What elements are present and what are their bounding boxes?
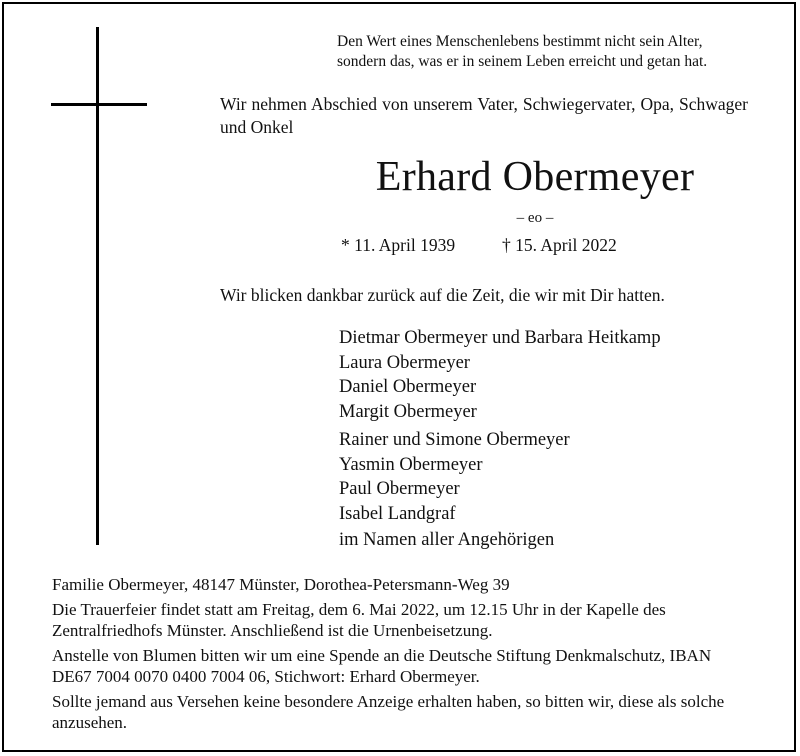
funeral-info: Die Trauerfeier findet statt am Freitag, dem 6. Mai 2022, um 12.15 Uhr in der Kapelle des Zentralfriedhofs Münster. Anschließend ist die Urnenbeisetzung.: [52, 600, 666, 640]
closing-text: im Namen aller Angehörigen: [339, 530, 555, 550]
mourners-group-2: [339, 428, 570, 526]
family-address: Familie Obermeyer, 48147 Münster, Dorothea-Petersmann-Weg 39: [52, 575, 510, 594]
mourner-name: Daniel Obermeyer: [339, 377, 477, 397]
cross-icon-bar: [51, 103, 147, 106]
mourner-name: Yasmin Obermeyer: [339, 454, 483, 475]
mourner-name: Dietmar Obermeyer und Barbara Heitkamp: [339, 328, 661, 348]
thanks-text: Wir blicken dankbar zurück auf die Zeit, die wir mit Dir hatten.: [220, 285, 665, 305]
intro-text: Wir nehmen Abschied von unserem Vater, Schwiegervater, Opa, Schwager und Onkel: [220, 94, 748, 137]
death-date: † 15. April 2022: [502, 235, 617, 255]
birth-date: * 11. April 1939: [341, 235, 456, 255]
quote-line: sondern das, was er in seinem Leben erreicht und getan hat.: [337, 53, 708, 70]
mourner-name: Laura Obermeyer: [339, 352, 470, 373]
mourner-name: Isabel Landgraf: [339, 503, 456, 524]
closing-note: Sollte jemand aus Versehen keine besondere Anzeige erhalten haben, so bitten wir, diese als solche anzusehen.: [52, 692, 725, 732]
mourner-name: Rainer und Simone Obermeyer: [339, 430, 570, 450]
deceased-name: Erhard Obermeyer: [375, 154, 695, 200]
donation-info: Anstelle von Blumen bitten wir um eine Spende an die Deutsche Stiftung Denkmalschutz, IBAN DE67 7004 0070 0400 7004 06, Stichwort: Erhard Obermeyer.: [52, 646, 712, 686]
epigraph-quote: [337, 32, 707, 72]
mourner-name: Paul Obermeyer: [339, 479, 460, 499]
quote-line: Den Wert eines Menschenlebens bestimmt nicht sein Alter,: [337, 33, 703, 50]
deceased-initials: – eo –: [516, 210, 554, 226]
mourners-group-1: [339, 326, 661, 424]
mourner-name: Margit Obermeyer: [339, 401, 477, 422]
